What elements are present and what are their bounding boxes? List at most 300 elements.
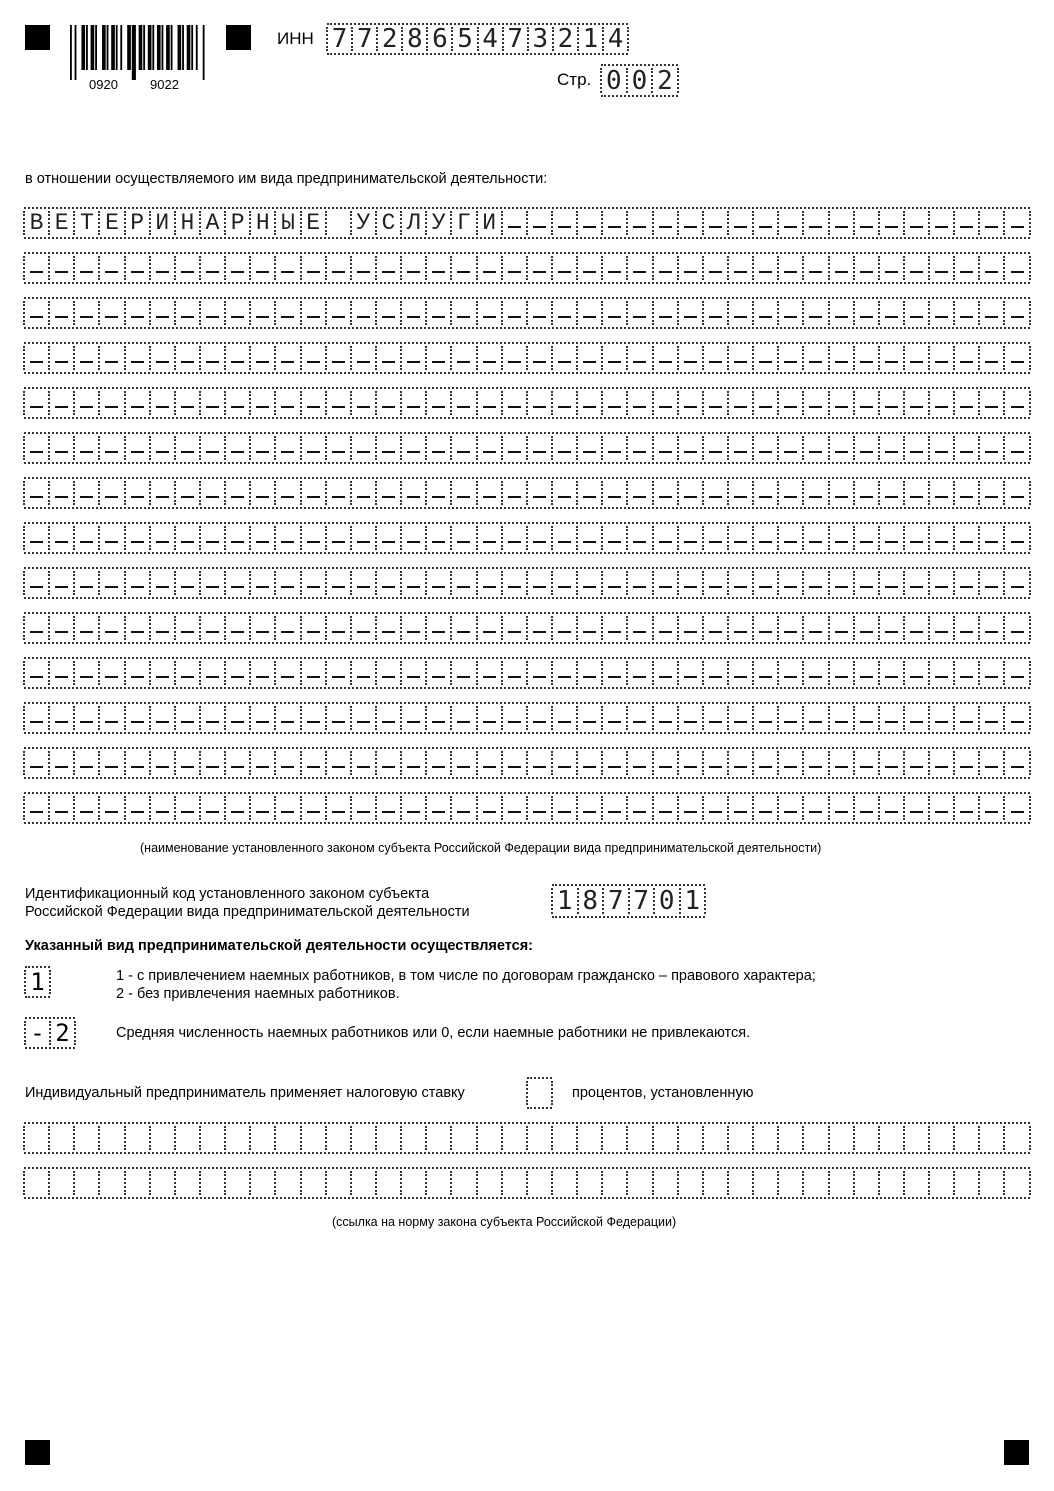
activity-cell[interactable]: Ы xyxy=(275,209,300,237)
activity-cell[interactable] xyxy=(904,524,929,552)
activity-cell[interactable]: Н xyxy=(250,209,275,237)
activity-cell[interactable] xyxy=(175,524,200,552)
activity-cell[interactable] xyxy=(703,704,728,732)
activity-cell[interactable] xyxy=(125,434,150,462)
law-reference-cell[interactable] xyxy=(200,1124,225,1152)
activity-cell[interactable] xyxy=(376,659,401,687)
activity-cell[interactable] xyxy=(351,614,376,642)
inn-digit-cell[interactable]: 4 xyxy=(603,25,628,53)
activity-cell[interactable] xyxy=(829,614,854,642)
activity-cell[interactable] xyxy=(979,299,1004,327)
activity-cell[interactable] xyxy=(627,344,652,372)
activity-cell[interactable] xyxy=(703,659,728,687)
activity-cell[interactable] xyxy=(753,479,778,507)
activity-cell[interactable] xyxy=(24,434,49,462)
activity-cell[interactable] xyxy=(527,794,552,822)
activity-cell[interactable] xyxy=(627,794,652,822)
activity-cell[interactable] xyxy=(200,749,225,777)
mode-cell[interactable]: 1 xyxy=(25,968,50,996)
law-reference-cell[interactable] xyxy=(577,1169,602,1197)
activity-cell[interactable] xyxy=(803,704,828,732)
id-code-digit-cell[interactable]: 7 xyxy=(629,886,655,916)
activity-cell[interactable] xyxy=(527,659,552,687)
activity-cell[interactable] xyxy=(225,569,250,597)
activity-cell[interactable] xyxy=(99,614,124,642)
activity-cell[interactable] xyxy=(401,569,426,597)
activity-row[interactable] xyxy=(24,522,1030,554)
activity-cell[interactable] xyxy=(678,659,703,687)
activity-cell[interactable] xyxy=(99,704,124,732)
law-reference-cell[interactable] xyxy=(225,1124,250,1152)
activity-cell[interactable] xyxy=(275,434,300,462)
activity-cell[interactable] xyxy=(728,524,753,552)
activity-cell[interactable] xyxy=(527,479,552,507)
activity-cell[interactable] xyxy=(250,794,275,822)
activity-cell[interactable] xyxy=(653,794,678,822)
activity-cell[interactable] xyxy=(150,434,175,462)
activity-cell[interactable]: Г xyxy=(451,209,476,237)
page-digit-cell[interactable]: 0 xyxy=(601,66,627,95)
activity-cell[interactable] xyxy=(653,479,678,507)
activity-cell[interactable] xyxy=(477,479,502,507)
activity-cell[interactable] xyxy=(426,749,451,777)
activity-cell[interactable] xyxy=(376,569,401,597)
law-reference-cell[interactable] xyxy=(250,1124,275,1152)
activity-cell[interactable] xyxy=(929,254,954,282)
activity-cell[interactable]: И xyxy=(150,209,175,237)
activity-cell[interactable] xyxy=(301,749,326,777)
activity-cell[interactable] xyxy=(477,749,502,777)
inn-digit-cell[interactable]: 2 xyxy=(553,25,578,53)
activity-cell[interactable] xyxy=(778,254,803,282)
activity-cell[interactable] xyxy=(803,659,828,687)
law-reference-cell[interactable] xyxy=(552,1124,577,1152)
activity-cell[interactable] xyxy=(904,749,929,777)
activity-cell[interactable] xyxy=(74,389,99,417)
activity-cell[interactable] xyxy=(552,749,577,777)
activity-cell[interactable] xyxy=(225,749,250,777)
activity-cell[interactable] xyxy=(175,434,200,462)
activity-cell[interactable] xyxy=(401,614,426,642)
id-code-digit-cell[interactable]: 8 xyxy=(578,886,604,916)
activity-cell[interactable] xyxy=(527,344,552,372)
law-reference-cell[interactable] xyxy=(502,1169,527,1197)
activity-cell[interactable] xyxy=(979,209,1004,237)
activity-cell[interactable] xyxy=(954,254,979,282)
activity-cell[interactable] xyxy=(703,524,728,552)
activity-cell[interactable] xyxy=(904,299,929,327)
activity-cell[interactable] xyxy=(653,344,678,372)
activity-cell[interactable] xyxy=(979,434,1004,462)
activity-cell[interactable] xyxy=(225,704,250,732)
inn-digit-cell[interactable]: 7 xyxy=(327,25,352,53)
activity-cell[interactable] xyxy=(703,614,728,642)
law-reference-cell[interactable] xyxy=(1004,1124,1029,1152)
law-reference-cell[interactable] xyxy=(477,1124,502,1152)
activity-cell[interactable] xyxy=(200,479,225,507)
activity-cell[interactable] xyxy=(74,434,99,462)
activity-cell[interactable] xyxy=(225,479,250,507)
activity-cell[interactable] xyxy=(376,749,401,777)
activity-cell[interactable] xyxy=(703,209,728,237)
activity-cell[interactable] xyxy=(49,389,74,417)
activity-cell[interactable] xyxy=(803,299,828,327)
activity-cell[interactable] xyxy=(301,524,326,552)
activity-cell[interactable] xyxy=(577,749,602,777)
activity-cell[interactable] xyxy=(879,209,904,237)
activity-cell[interactable] xyxy=(602,434,627,462)
law-reference-cell[interactable] xyxy=(24,1169,49,1197)
activity-cell[interactable] xyxy=(979,614,1004,642)
activity-cell[interactable] xyxy=(778,659,803,687)
activity-cell[interactable] xyxy=(753,254,778,282)
activity-cell[interactable]: Т xyxy=(74,209,99,237)
activity-cell[interactable] xyxy=(954,569,979,597)
activity-cell[interactable] xyxy=(753,614,778,642)
activity-cell[interactable] xyxy=(803,479,828,507)
activity-cell[interactable] xyxy=(778,794,803,822)
activity-cell[interactable] xyxy=(929,299,954,327)
activity-cell[interactable] xyxy=(477,704,502,732)
law-reference-cell[interactable] xyxy=(904,1169,929,1197)
activity-cell[interactable] xyxy=(275,389,300,417)
activity-cell[interactable] xyxy=(351,704,376,732)
activity-cell[interactable] xyxy=(627,524,652,552)
activity-cell[interactable] xyxy=(200,704,225,732)
activity-cell[interactable] xyxy=(401,299,426,327)
activity-cell[interactable] xyxy=(753,434,778,462)
activity-cell[interactable] xyxy=(477,299,502,327)
activity-cell[interactable] xyxy=(577,659,602,687)
activity-cell[interactable] xyxy=(527,434,552,462)
activity-cell[interactable] xyxy=(753,794,778,822)
activity-cell[interactable] xyxy=(376,344,401,372)
inn-digit-cell[interactable]: 3 xyxy=(528,25,553,53)
activity-cell[interactable] xyxy=(99,659,124,687)
activity-cell[interactable] xyxy=(49,569,74,597)
activity-cell[interactable] xyxy=(552,299,577,327)
activity-cell[interactable] xyxy=(24,794,49,822)
activity-cell[interactable] xyxy=(225,434,250,462)
activity-cell[interactable] xyxy=(175,344,200,372)
activity-cell[interactable] xyxy=(703,344,728,372)
activity-cell[interactable] xyxy=(829,749,854,777)
activity-cell[interactable] xyxy=(426,389,451,417)
id-code-digit-cell[interactable]: 1 xyxy=(552,886,578,916)
activity-cell[interactable] xyxy=(904,794,929,822)
law-reference-cell[interactable] xyxy=(301,1124,326,1152)
activity-cell[interactable] xyxy=(879,344,904,372)
activity-cell[interactable] xyxy=(854,479,879,507)
law-reference-cell[interactable] xyxy=(1004,1169,1029,1197)
activity-cell[interactable] xyxy=(150,344,175,372)
activity-cell[interactable] xyxy=(678,389,703,417)
activity-cell[interactable] xyxy=(225,614,250,642)
activity-cell[interactable] xyxy=(929,524,954,552)
activity-cell[interactable] xyxy=(904,704,929,732)
activity-cell[interactable] xyxy=(24,479,49,507)
activity-cell[interactable] xyxy=(653,614,678,642)
activity-cell[interactable] xyxy=(477,524,502,552)
activity-cell[interactable] xyxy=(502,434,527,462)
activity-cell[interactable] xyxy=(301,704,326,732)
activity-cell[interactable] xyxy=(275,254,300,282)
activity-cell[interactable]: И xyxy=(477,209,502,237)
id-code-digit-cell[interactable]: 1 xyxy=(680,886,706,916)
activity-cell[interactable] xyxy=(74,524,99,552)
law-reference-cell[interactable] xyxy=(376,1169,401,1197)
page-digit-cell[interactable]: 2 xyxy=(652,66,678,95)
activity-cell[interactable] xyxy=(225,524,250,552)
employee-count-field[interactable] xyxy=(25,1017,75,1049)
activity-cell[interactable]: Р xyxy=(125,209,150,237)
activity-cell[interactable] xyxy=(653,659,678,687)
activity-cell[interactable] xyxy=(99,749,124,777)
activity-cell[interactable] xyxy=(577,299,602,327)
activity-cell[interactable] xyxy=(979,389,1004,417)
activity-cell[interactable] xyxy=(502,614,527,642)
law-reference-cell[interactable] xyxy=(829,1169,854,1197)
activity-cell[interactable] xyxy=(552,344,577,372)
activity-cell[interactable] xyxy=(250,704,275,732)
activity-cell[interactable] xyxy=(250,659,275,687)
activity-cell[interactable] xyxy=(552,659,577,687)
activity-cell[interactable] xyxy=(854,434,879,462)
activity-cell[interactable] xyxy=(125,749,150,777)
law-reference-cell[interactable] xyxy=(426,1169,451,1197)
activity-cell[interactable] xyxy=(854,794,879,822)
activity-cell[interactable] xyxy=(175,749,200,777)
activity-cell[interactable] xyxy=(728,569,753,597)
law-reference-cell[interactable] xyxy=(979,1124,1004,1152)
law-reference-cell[interactable] xyxy=(854,1169,879,1197)
activity-cell[interactable] xyxy=(175,794,200,822)
activity-cell[interactable] xyxy=(854,704,879,732)
activity-cell[interactable] xyxy=(954,434,979,462)
law-reference-cell[interactable] xyxy=(552,1169,577,1197)
activity-cell[interactable] xyxy=(49,254,74,282)
law-reference-cell[interactable] xyxy=(125,1169,150,1197)
activity-cell[interactable] xyxy=(904,479,929,507)
law-reference-cell[interactable] xyxy=(753,1169,778,1197)
activity-cell[interactable]: Е xyxy=(49,209,74,237)
activity-cell[interactable] xyxy=(753,524,778,552)
law-reference-cell[interactable] xyxy=(879,1169,904,1197)
activity-cell[interactable] xyxy=(125,299,150,327)
activity-cell[interactable] xyxy=(728,389,753,417)
activity-cell[interactable] xyxy=(502,794,527,822)
law-reference-cell[interactable] xyxy=(653,1169,678,1197)
activity-cell[interactable] xyxy=(904,254,929,282)
activity-cell[interactable] xyxy=(225,659,250,687)
activity-cell[interactable] xyxy=(351,794,376,822)
activity-cell[interactable] xyxy=(326,614,351,642)
activity-cell[interactable] xyxy=(577,794,602,822)
activity-cell[interactable] xyxy=(653,389,678,417)
activity-cell[interactable] xyxy=(24,659,49,687)
page-digit-cell[interactable]: 0 xyxy=(627,66,653,95)
activity-cell[interactable] xyxy=(326,794,351,822)
activity-cell[interactable] xyxy=(401,344,426,372)
activity-cell[interactable] xyxy=(200,614,225,642)
activity-cell[interactable] xyxy=(678,614,703,642)
activity-cell[interactable] xyxy=(225,389,250,417)
activity-cell[interactable] xyxy=(74,749,99,777)
inn-digit-cell[interactable]: 7 xyxy=(503,25,528,53)
activity-cell[interactable] xyxy=(150,524,175,552)
activity-cell[interactable] xyxy=(301,299,326,327)
activity-cell[interactable] xyxy=(627,254,652,282)
activity-cell[interactable] xyxy=(200,434,225,462)
activity-cell[interactable] xyxy=(703,569,728,597)
activity-cell[interactable] xyxy=(502,659,527,687)
activity-cell[interactable] xyxy=(426,659,451,687)
activity-cell[interactable] xyxy=(351,254,376,282)
activity-cell[interactable] xyxy=(99,794,124,822)
law-reference-cell[interactable] xyxy=(678,1124,703,1152)
activity-cell[interactable] xyxy=(602,299,627,327)
activity-cell[interactable] xyxy=(728,299,753,327)
activity-cell[interactable] xyxy=(451,299,476,327)
law-reference-cell[interactable] xyxy=(150,1169,175,1197)
activity-cell[interactable] xyxy=(728,794,753,822)
activity-cell[interactable] xyxy=(376,479,401,507)
activity-cell[interactable] xyxy=(954,524,979,552)
law-reference-cell[interactable] xyxy=(200,1169,225,1197)
activity-cell[interactable] xyxy=(275,524,300,552)
activity-cell[interactable] xyxy=(577,704,602,732)
law-reference-cell[interactable] xyxy=(678,1169,703,1197)
activity-cell[interactable] xyxy=(175,659,200,687)
activity-row[interactable] xyxy=(24,252,1030,284)
employee-count-cell[interactable]: - xyxy=(25,1019,50,1047)
activity-cell[interactable] xyxy=(678,794,703,822)
activity-cell[interactable] xyxy=(99,299,124,327)
law-reference-cell[interactable] xyxy=(502,1124,527,1152)
activity-cell[interactable] xyxy=(250,254,275,282)
activity-cell[interactable] xyxy=(150,569,175,597)
law-reference-cell[interactable] xyxy=(24,1124,49,1152)
activity-cell[interactable] xyxy=(502,344,527,372)
activity-cell[interactable] xyxy=(275,614,300,642)
activity-cell[interactable] xyxy=(49,344,74,372)
law-reference-cell[interactable] xyxy=(99,1169,124,1197)
activity-cell[interactable] xyxy=(929,434,954,462)
inn-digit-cell[interactable]: 1 xyxy=(578,25,603,53)
activity-cell[interactable] xyxy=(49,524,74,552)
law-reference-cell[interactable] xyxy=(602,1124,627,1152)
activity-cell[interactable] xyxy=(477,569,502,597)
activity-cell[interactable] xyxy=(125,524,150,552)
activity-cell[interactable] xyxy=(24,704,49,732)
activity-cell[interactable] xyxy=(954,479,979,507)
activity-cell[interactable] xyxy=(376,434,401,462)
activity-cell[interactable] xyxy=(577,344,602,372)
activity-cell[interactable] xyxy=(678,524,703,552)
activity-cell[interactable] xyxy=(301,659,326,687)
activity-cell[interactable] xyxy=(125,794,150,822)
activity-cell[interactable] xyxy=(854,209,879,237)
activity-cell[interactable] xyxy=(477,344,502,372)
activity-cell[interactable] xyxy=(326,344,351,372)
activity-cell[interactable] xyxy=(829,209,854,237)
activity-cell[interactable] xyxy=(1004,794,1029,822)
activity-cell[interactable] xyxy=(49,479,74,507)
law-reference-cell[interactable] xyxy=(351,1169,376,1197)
law-reference-cell[interactable] xyxy=(904,1124,929,1152)
id-code-field[interactable] xyxy=(552,884,705,918)
law-reference-cell[interactable] xyxy=(225,1169,250,1197)
activity-cell[interactable] xyxy=(803,569,828,597)
activity-cell[interactable] xyxy=(301,254,326,282)
activity-cell[interactable] xyxy=(602,614,627,642)
activity-cell[interactable] xyxy=(401,434,426,462)
law-reference-cell[interactable] xyxy=(175,1124,200,1152)
activity-cell[interactable] xyxy=(879,479,904,507)
activity-cell[interactable] xyxy=(426,479,451,507)
activity-cell[interactable] xyxy=(250,749,275,777)
activity-cell[interactable] xyxy=(200,299,225,327)
activity-cell[interactable] xyxy=(904,614,929,642)
activity-cell[interactable] xyxy=(74,479,99,507)
law-reference-cell[interactable] xyxy=(577,1124,602,1152)
activity-cell[interactable] xyxy=(904,389,929,417)
activity-cell[interactable] xyxy=(275,749,300,777)
activity-cell[interactable] xyxy=(653,704,678,732)
activity-row[interactable] xyxy=(24,747,1030,779)
law-reference-cell[interactable] xyxy=(326,1169,351,1197)
activity-cell[interactable] xyxy=(426,794,451,822)
activity-cell[interactable] xyxy=(728,614,753,642)
activity-cell[interactable] xyxy=(879,794,904,822)
activity-cell[interactable] xyxy=(301,614,326,642)
activity-cell[interactable] xyxy=(150,749,175,777)
activity-cell[interactable] xyxy=(24,389,49,417)
activity-cell[interactable] xyxy=(401,389,426,417)
law-reference-cell[interactable] xyxy=(125,1124,150,1152)
activity-cell[interactable] xyxy=(954,389,979,417)
activity-cell[interactable]: С xyxy=(376,209,401,237)
law-reference-cell[interactable] xyxy=(728,1124,753,1152)
law-reference-cell[interactable] xyxy=(150,1124,175,1152)
activity-cell[interactable] xyxy=(376,389,401,417)
activity-cell[interactable] xyxy=(125,569,150,597)
activity-cell[interactable] xyxy=(979,704,1004,732)
law-reference-cell[interactable] xyxy=(74,1124,99,1152)
activity-cell[interactable] xyxy=(552,569,577,597)
activity-cell[interactable] xyxy=(250,299,275,327)
activity-cell[interactable] xyxy=(351,389,376,417)
activity-cell[interactable] xyxy=(175,704,200,732)
activity-cell[interactable] xyxy=(477,794,502,822)
id-code-digit-cell[interactable]: 7 xyxy=(603,886,629,916)
activity-cell[interactable] xyxy=(326,254,351,282)
activity-cell[interactable] xyxy=(175,614,200,642)
activity-cell[interactable] xyxy=(502,299,527,327)
activity-cell[interactable] xyxy=(451,659,476,687)
activity-cell[interactable] xyxy=(74,344,99,372)
activity-cell[interactable] xyxy=(829,299,854,327)
inn-field[interactable] xyxy=(327,23,628,55)
activity-cell[interactable] xyxy=(929,389,954,417)
law-reference-cell[interactable] xyxy=(829,1124,854,1152)
activity-cell[interactable] xyxy=(602,209,627,237)
activity-cell[interactable] xyxy=(250,524,275,552)
activity-cell[interactable] xyxy=(552,389,577,417)
activity-cell[interactable] xyxy=(954,749,979,777)
activity-cell[interactable] xyxy=(678,434,703,462)
activity-cell[interactable] xyxy=(49,614,74,642)
